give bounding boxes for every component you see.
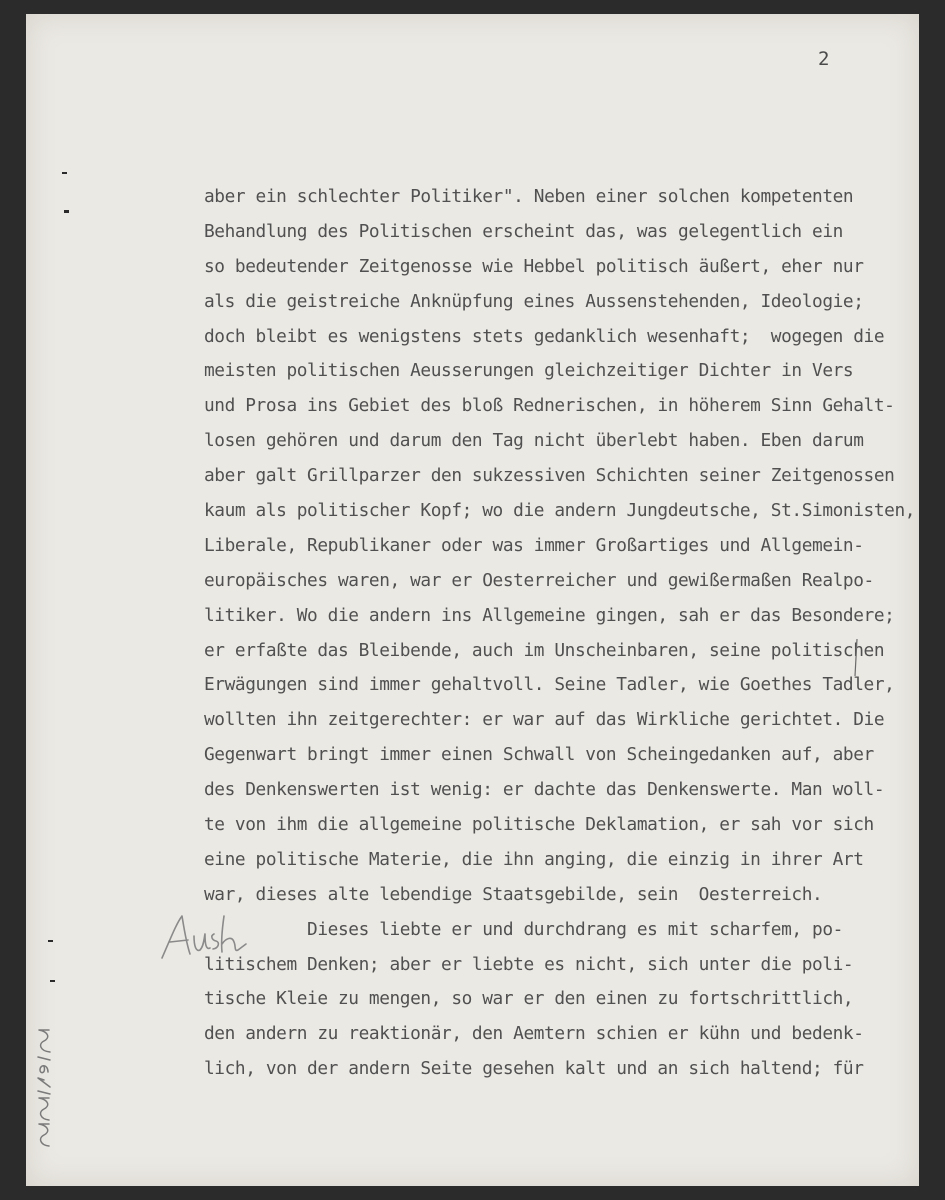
document-page — [26, 14, 919, 1186]
text-line: Erwägungen sind immer gehaltvoll. Seine Tadler, wie Goethes Tadler, — [204, 674, 895, 696]
text-line: europäisches waren, war er Oesterreicher und gewißermaßen Realpo- — [204, 569, 874, 591]
text-line: so bedeutender Zeitgenosse wie Hebbel politisch äußert, eher nur — [204, 255, 864, 277]
text-line: doch bleibt es wenigstens stets gedanklich wesenhaft; wogegen die — [204, 325, 885, 347]
text-line: aber galt Grillparzer den sukzessiven Schichten seiner Zeitgenossen — [204, 465, 895, 487]
text-line: kaum als politischer Kopf; wo die andern Jungdeutsche, St.Simonisten, — [204, 500, 916, 522]
edge-mark — [64, 210, 69, 213]
text-line: den andern zu reaktionär, den Aemtern schien er kühn und bedenk- — [204, 1023, 864, 1045]
text-line: te von ihm die allgemeine politische Deklamation, er sah vor sich — [204, 814, 874, 836]
text-line: litiker. Wo die andern ins Allgemeine gingen, sah er das Besondere; — [204, 604, 895, 626]
text-line: Gegenwart bringt immer einen Schwall von Scheingedanken auf, aber — [204, 744, 874, 766]
text-line: tische Kleie zu mengen, so war er den einen zu fortschrittlich, — [204, 988, 854, 1010]
text-line: meisten politischen Aeusserungen gleichzeitiger Dichter in Vers — [204, 360, 854, 382]
edge-mark — [62, 172, 67, 174]
text-line: Liberale, Republikaner oder was immer Großartiges und Allgemein- — [204, 534, 864, 556]
text-line: losen gehören und darum den Tag nicht überlebt haben. Eben darum — [204, 430, 864, 452]
page-number: 2 — [818, 48, 830, 70]
text-line: Behandlung des Politischen erscheint das, was gelegentlich ein — [204, 220, 843, 242]
archive-number — [34, 1024, 54, 1154]
proof-stroke — [850, 638, 862, 678]
text-line: er erfaßte das Bleibende, auch im Unscheinbaren, seine politischen — [204, 639, 885, 661]
text-line: des Denkenswerten ist wenig: er dachte das Denkenswerte. Man woll- — [204, 779, 885, 801]
edge-mark — [48, 940, 53, 942]
body-text — [204, 180, 916, 1087]
text-line: litischem Denken; aber er liebte es nicht, sich unter die poli- — [204, 953, 854, 975]
text-line: wollten ihn zeitgerechter: er war auf das Wirkliche gerichtet. Die — [204, 709, 885, 731]
text-line: war, dieses alte lebendige Staatsgebilde, sein Oesterreich. — [204, 883, 823, 905]
text-line: aber ein schlechter Politiker". Neben einer solchen kompetenten — [204, 186, 854, 207]
text-line: lich, von der andern Seite gesehen kalt und an sich haltend; für — [204, 1058, 864, 1080]
margin-annotation — [156, 910, 248, 966]
text-line: als die geistreiche Anknüpfung eines Aussenstehenden, Ideologie; — [204, 290, 864, 312]
text-line: Dieses liebte er und durchdrang es mit scharfem, po- — [204, 918, 843, 940]
edge-mark — [50, 980, 55, 982]
text-line: und Prosa ins Gebiet des bloß Rednerischen, in höherem Sinn Gehalt- — [204, 395, 895, 417]
text-line: eine politische Materie, die ihn anging, die einzig in ihrer Art — [204, 848, 864, 870]
